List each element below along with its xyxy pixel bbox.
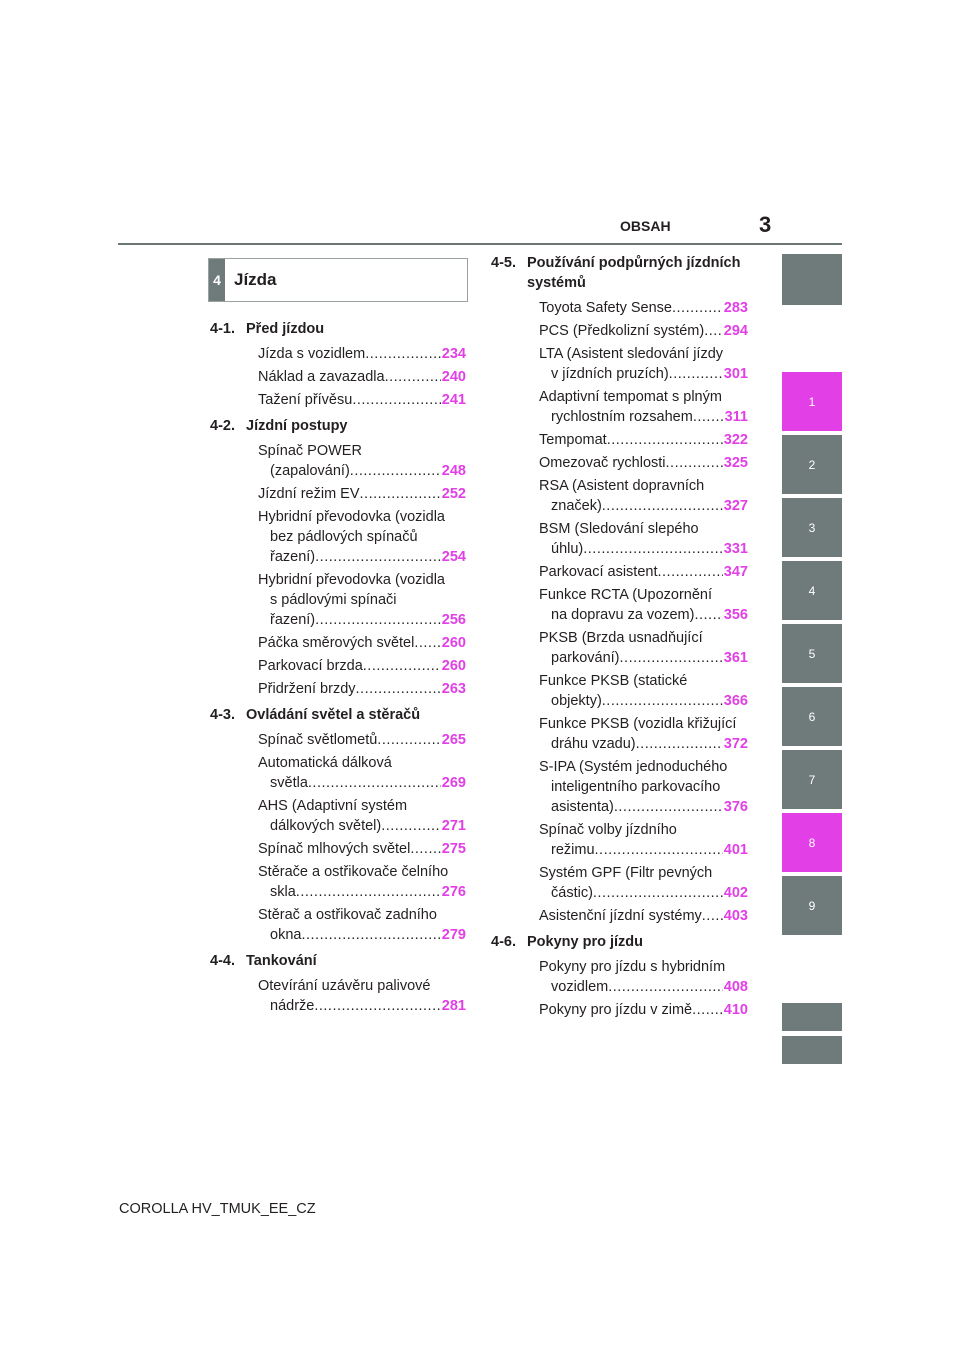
toc-entry[interactable] bbox=[491, 519, 748, 559]
toc-entry-line: Tempomat bbox=[539, 432, 607, 448]
toc-entry-leader-row bbox=[539, 605, 748, 625]
page-link[interactable]: 248 bbox=[441, 463, 466, 479]
page-link[interactable]: 252 bbox=[441, 486, 466, 502]
page-link[interactable]: 260 bbox=[441, 635, 466, 651]
dot-leader bbox=[308, 773, 441, 793]
toc-entry-leader-row bbox=[539, 539, 748, 559]
page-link[interactable]: 402 bbox=[723, 885, 748, 901]
side-tab-bottom-blank bbox=[782, 1036, 842, 1064]
toc-entry-leader-row bbox=[258, 367, 466, 387]
chapter-number: 4 bbox=[209, 259, 225, 301]
dot-leader bbox=[296, 882, 441, 902]
toc-entry-leader-row bbox=[258, 633, 466, 653]
page-link[interactable]: 283 bbox=[723, 300, 748, 316]
page-link[interactable]: 347 bbox=[723, 564, 748, 580]
toc-entry-line: Spínač POWER bbox=[258, 443, 362, 459]
dot-leader bbox=[301, 925, 440, 945]
toc-entry-line: Automatická dálková bbox=[258, 755, 392, 771]
toc-entry-line: řazení) bbox=[270, 549, 316, 565]
toc-entry[interactable] bbox=[491, 387, 748, 427]
toc-entry-leader-row bbox=[258, 730, 466, 750]
toc-entry[interactable] bbox=[491, 957, 748, 997]
toc-entry[interactable] bbox=[491, 453, 748, 473]
toc-entry[interactable] bbox=[210, 753, 466, 793]
toc-entry[interactable] bbox=[210, 344, 466, 364]
page-link[interactable]: 376 bbox=[723, 799, 748, 815]
toc-entry-line: Páčka směrových světel bbox=[258, 635, 415, 651]
dot-leader bbox=[363, 656, 441, 676]
page-link[interactable]: 234 bbox=[441, 346, 466, 362]
page-link[interactable]: 325 bbox=[723, 455, 748, 471]
section-heading[interactable] bbox=[210, 951, 466, 971]
toc-entry[interactable] bbox=[210, 905, 466, 945]
toc-entry-line: nádrže bbox=[270, 998, 315, 1014]
side-tab-8[interactable]: 8 bbox=[782, 813, 842, 872]
page-number: 3 bbox=[759, 212, 772, 237]
toc-entry-leader-row bbox=[258, 484, 466, 504]
page-link[interactable]: 256 bbox=[441, 612, 466, 628]
toc-entry-line: Tažení přívěsu bbox=[258, 392, 353, 408]
toc-entry[interactable] bbox=[491, 476, 748, 516]
toc-entry-line: AHS (Adaptivní systém bbox=[258, 798, 408, 814]
toc-entry-leader-row bbox=[539, 407, 748, 427]
toc-entry-leader-row bbox=[539, 648, 748, 668]
dot-leader bbox=[666, 453, 723, 473]
toc-entry-line: Jízda s vozidlem bbox=[258, 346, 366, 362]
page-link[interactable]: 263 bbox=[441, 681, 466, 697]
dot-leader bbox=[607, 430, 723, 450]
dot-leader bbox=[360, 484, 441, 504]
toc-entry-line: dráhu vzadu) bbox=[551, 736, 636, 752]
page-link[interactable]: 410 bbox=[723, 1002, 748, 1018]
toc-entry-leader-row bbox=[258, 839, 466, 859]
dot-leader bbox=[614, 797, 723, 817]
side-tab-7[interactable]: 7 bbox=[782, 750, 842, 809]
toc-entry-leader-row bbox=[539, 562, 748, 582]
section-number: 4-3. bbox=[210, 707, 235, 723]
dot-leader bbox=[608, 977, 723, 997]
toc-entry[interactable] bbox=[491, 757, 748, 817]
page-link[interactable]: 361 bbox=[723, 650, 748, 666]
toc-entry-line: asistenta) bbox=[551, 799, 614, 815]
toc-entry-line: Pokyny pro jízdu v zimě bbox=[539, 1002, 693, 1018]
page-link[interactable]: 366 bbox=[723, 693, 748, 709]
toc-entry-leader-row bbox=[539, 691, 748, 711]
toc-entry-leader-row bbox=[539, 364, 748, 384]
dot-leader bbox=[315, 610, 441, 630]
toc-entry[interactable] bbox=[210, 679, 466, 699]
dot-leader bbox=[414, 633, 440, 653]
page-link[interactable]: 356 bbox=[723, 607, 748, 623]
toc-entry-line: Hybridní převodovka (vozidla bbox=[258, 572, 445, 588]
section-number: 4-1. bbox=[210, 321, 235, 337]
section-heading[interactable] bbox=[210, 319, 466, 339]
toc-entry-line: Parkovací asistent bbox=[539, 564, 658, 580]
section-heading[interactable] bbox=[210, 416, 466, 436]
side-tab-bottom-blank bbox=[782, 1003, 842, 1031]
toc-entry-line: RSA (Asistent dopravních bbox=[539, 478, 705, 494]
toc-entry-line: Parkovací brzda bbox=[258, 658, 363, 674]
side-tab-3[interactable]: 3 bbox=[782, 498, 842, 557]
toc-entry-line: objekty) bbox=[551, 693, 602, 709]
toc-entry-line: bez pádlových spínačů bbox=[270, 529, 418, 545]
page-link[interactable]: 276 bbox=[441, 884, 466, 900]
header-title: OBSAH bbox=[620, 218, 671, 234]
toc-entry-line: Spínač volby jízdního bbox=[539, 822, 677, 838]
toc-entry-line: skla bbox=[270, 884, 296, 900]
page-link[interactable]: 401 bbox=[723, 842, 748, 858]
toc-entry-line: Spínač mlhových světel bbox=[258, 841, 411, 857]
toc-entry[interactable] bbox=[210, 862, 466, 902]
dot-leader bbox=[620, 648, 723, 668]
toc-entry-line: úhlu) bbox=[551, 541, 584, 557]
toc-entry-leader-row bbox=[539, 430, 748, 450]
page-link[interactable]: 260 bbox=[441, 658, 466, 674]
toc-entry[interactable] bbox=[210, 730, 466, 750]
toc-entry[interactable] bbox=[491, 863, 748, 903]
toc-entry-leader-row bbox=[258, 773, 466, 793]
toc-entry-line: v jízdních pruzích) bbox=[551, 366, 669, 382]
page-link[interactable]: 322 bbox=[723, 432, 748, 448]
section-number: 4-5. bbox=[491, 255, 516, 271]
page-link[interactable]: 331 bbox=[723, 541, 748, 557]
toc-entry-line: Funkce PKSB (vozidla křižující bbox=[539, 716, 737, 732]
dot-leader bbox=[636, 734, 723, 754]
toc-entry-line: částic) bbox=[551, 885, 593, 901]
dot-leader bbox=[593, 883, 723, 903]
page-link[interactable]: 311 bbox=[724, 409, 748, 425]
toc-entry-line: vozidlem bbox=[551, 979, 609, 995]
section-title: Jízdní postupy bbox=[246, 418, 348, 434]
toc-entry-leader-row bbox=[258, 882, 466, 902]
dot-leader bbox=[669, 364, 723, 384]
toc-entry-line: LTA (Asistent sledování jízdy bbox=[539, 346, 724, 362]
side-tab-top-blank bbox=[782, 254, 842, 305]
page-link[interactable]: 271 bbox=[441, 818, 466, 834]
page-link[interactable]: 275 bbox=[441, 841, 466, 857]
toc-entry[interactable] bbox=[210, 441, 466, 481]
toc-entry-line: Asistenční jízdní systémy bbox=[539, 908, 702, 924]
toc-entry-line: Přidržení brzdy bbox=[258, 681, 356, 697]
side-tab-5[interactable]: 5 bbox=[782, 624, 842, 683]
dot-leader bbox=[702, 906, 723, 926]
toc-entry-line: PCS (Předkolizní systém) bbox=[539, 323, 705, 339]
toc-entry[interactable] bbox=[210, 390, 466, 410]
toc-entry[interactable] bbox=[491, 671, 748, 711]
toc-entry[interactable] bbox=[491, 1000, 748, 1020]
toc-entry-leader-row bbox=[258, 656, 466, 676]
page-link[interactable]: 241 bbox=[441, 392, 466, 408]
toc-entry[interactable] bbox=[491, 906, 748, 926]
page-link[interactable]: 281 bbox=[441, 998, 466, 1014]
dot-leader bbox=[377, 730, 441, 750]
side-tab-6[interactable]: 6 bbox=[782, 687, 842, 746]
toc-entry[interactable] bbox=[210, 796, 466, 836]
toc-entry-line: Náklad a zavazadla bbox=[258, 369, 385, 385]
toc-entry-line: Otevírání uzávěru palivové bbox=[258, 978, 431, 994]
toc-entry[interactable] bbox=[491, 585, 748, 625]
side-tab-9[interactable]: 9 bbox=[782, 876, 842, 935]
toc-entry-line: Hybridní převodovka (vozidla bbox=[258, 509, 445, 525]
page-link[interactable]: 327 bbox=[723, 498, 748, 514]
page-link[interactable]: 240 bbox=[441, 369, 466, 385]
chapter-heading-box bbox=[208, 258, 468, 302]
toc-entry-leader-row bbox=[539, 906, 748, 926]
toc-entry-leader-row bbox=[258, 816, 466, 836]
toc-entry-leader-row bbox=[258, 547, 466, 567]
dot-leader bbox=[704, 321, 723, 341]
toc-entry-line: řazení) bbox=[270, 612, 316, 628]
dot-leader bbox=[694, 605, 722, 625]
toc-entry[interactable] bbox=[210, 656, 466, 676]
toc-entry[interactable] bbox=[210, 507, 466, 567]
toc-entry[interactable] bbox=[210, 484, 466, 504]
page-link[interactable]: 294 bbox=[723, 323, 748, 339]
dot-leader bbox=[381, 816, 441, 836]
section-title: Pokyny pro jízdu bbox=[527, 934, 644, 950]
header-rule bbox=[118, 243, 842, 245]
section-title: Tankování bbox=[246, 953, 317, 969]
toc-right-column bbox=[491, 253, 748, 1023]
dot-leader bbox=[583, 539, 723, 559]
toc-entry-line: Omezovač rychlosti bbox=[539, 455, 666, 471]
toc-entry-leader-row bbox=[258, 461, 466, 481]
side-tab-4[interactable]: 4 bbox=[782, 561, 842, 620]
toc-entry-line: Stěrače a ostřikovače čelního bbox=[258, 864, 449, 880]
side-tab-2[interactable]: 2 bbox=[782, 435, 842, 494]
dot-leader bbox=[315, 547, 441, 567]
dot-leader bbox=[693, 407, 724, 427]
toc-entry[interactable] bbox=[491, 298, 748, 318]
toc-entry[interactable] bbox=[210, 976, 466, 1016]
toc-entry-leader-row bbox=[539, 977, 748, 997]
section-title: Ovládání světel a stěračů bbox=[246, 707, 421, 723]
page-link[interactable]: 301 bbox=[723, 366, 748, 382]
toc-entry-leader-row bbox=[539, 883, 748, 903]
toc-entry[interactable] bbox=[210, 633, 466, 653]
dot-leader bbox=[314, 996, 440, 1016]
toc-entry-line: Adaptivní tempomat s plným bbox=[539, 389, 722, 405]
toc-entry-line: Systém GPF (Filtr pevných bbox=[539, 865, 713, 881]
toc-entry-line: Spínač světlometů bbox=[258, 732, 378, 748]
footer-model-code: COROLLA HV_TMUK_EE_CZ bbox=[119, 1201, 316, 1217]
toc-entry-leader-row bbox=[539, 1000, 748, 1020]
chapter-title: Jízda bbox=[234, 270, 277, 289]
toc-entry-line: rychlostním rozsahem bbox=[551, 409, 693, 425]
dot-leader bbox=[602, 691, 723, 711]
toc-entry-leader-row bbox=[539, 453, 748, 473]
toc-entry-line: dálkových světel) bbox=[270, 818, 382, 834]
toc-left-column bbox=[210, 319, 466, 1019]
toc-entry[interactable] bbox=[210, 367, 466, 387]
dot-leader bbox=[595, 840, 723, 860]
toc-entry-line: BSM (Sledování slepého bbox=[539, 521, 699, 537]
toc-entry[interactable] bbox=[491, 430, 748, 450]
section-title: Používání podpůrných jízdních systémů bbox=[527, 255, 741, 291]
page-link[interactable]: 403 bbox=[723, 908, 748, 924]
dot-leader bbox=[356, 679, 441, 699]
toc-entry-line: S-IPA (Systém jednoduchého bbox=[539, 759, 728, 775]
toc-entry-line: Pokyny pro jízdu s hybridním bbox=[539, 959, 726, 975]
dot-leader bbox=[672, 298, 723, 318]
toc-entry-line: parkování) bbox=[551, 650, 620, 666]
dot-leader bbox=[657, 562, 722, 582]
page-link[interactable]: 269 bbox=[441, 775, 466, 791]
toc-entry-line: PKSB (Brzda usnadňující bbox=[539, 630, 703, 646]
page-link[interactable]: 265 bbox=[441, 732, 466, 748]
toc-entry-leader-row bbox=[539, 298, 748, 318]
toc-entry[interactable] bbox=[491, 562, 748, 582]
toc-entry[interactable] bbox=[491, 321, 748, 341]
toc-entry-leader-row bbox=[258, 344, 466, 364]
toc-entry-line: režimu bbox=[551, 842, 595, 858]
page-link[interactable]: 408 bbox=[723, 979, 748, 995]
toc-entry[interactable] bbox=[210, 839, 466, 859]
toc-entry-line: značek) bbox=[551, 498, 602, 514]
toc-entry-line: Funkce RCTA (Upozornění bbox=[539, 587, 712, 603]
section-heading[interactable] bbox=[491, 932, 748, 952]
dot-leader bbox=[365, 344, 441, 364]
toc-entry-line: na dopravu za vozem) bbox=[551, 607, 695, 623]
toc-entry-line: světla bbox=[270, 775, 308, 791]
dot-leader bbox=[385, 367, 441, 387]
toc-entry-line: okna bbox=[270, 927, 302, 943]
dot-leader bbox=[352, 390, 440, 410]
toc-entry-line: (zapalování) bbox=[270, 463, 350, 479]
toc-entry-line: inteligentního parkovacího bbox=[551, 779, 721, 795]
section-number: 4-2. bbox=[210, 418, 235, 434]
toc-entry-line: s pádlovými spínači bbox=[270, 592, 397, 608]
toc-entry[interactable] bbox=[491, 820, 748, 860]
toc-entry-leader-row bbox=[258, 996, 466, 1016]
toc-entry-line: Funkce PKSB (statické bbox=[539, 673, 688, 689]
section-number: 4-4. bbox=[210, 953, 235, 969]
toc-entry-leader-row bbox=[539, 734, 748, 754]
toc-entry[interactable] bbox=[491, 714, 748, 754]
page-link[interactable]: 279 bbox=[441, 927, 466, 943]
toc-entry-leader-row bbox=[539, 496, 748, 516]
side-tab-1[interactable]: 1 bbox=[782, 372, 842, 431]
toc-entry[interactable] bbox=[210, 570, 466, 630]
toc-entry[interactable] bbox=[491, 344, 748, 384]
section-heading[interactable] bbox=[491, 253, 748, 293]
page-link[interactable]: 372 bbox=[723, 736, 748, 752]
dot-leader bbox=[350, 461, 441, 481]
toc-entry-line: Stěrač a ostřikovač zadního bbox=[258, 907, 437, 923]
page-link[interactable]: 254 bbox=[441, 549, 466, 565]
toc-entry-leader-row bbox=[539, 840, 748, 860]
dot-leader bbox=[410, 839, 440, 859]
toc-entry[interactable] bbox=[491, 628, 748, 668]
toc-entry-leader-row bbox=[258, 390, 466, 410]
dot-leader bbox=[692, 1000, 723, 1020]
toc-entry-leader-row bbox=[258, 610, 466, 630]
section-title: Před jízdou bbox=[246, 321, 325, 337]
toc-entry-leader-row bbox=[539, 797, 748, 817]
dot-leader bbox=[602, 496, 723, 516]
toc-entry-leader-row bbox=[258, 925, 466, 945]
section-heading[interactable] bbox=[210, 705, 466, 725]
toc-entry-leader-row bbox=[539, 321, 748, 341]
section-number: 4-6. bbox=[491, 934, 516, 950]
toc-entry-line: Toyota Safety Sense bbox=[539, 300, 672, 316]
toc-entry-line: Jízdní režim EV bbox=[258, 486, 360, 502]
toc-entry-leader-row bbox=[258, 679, 466, 699]
